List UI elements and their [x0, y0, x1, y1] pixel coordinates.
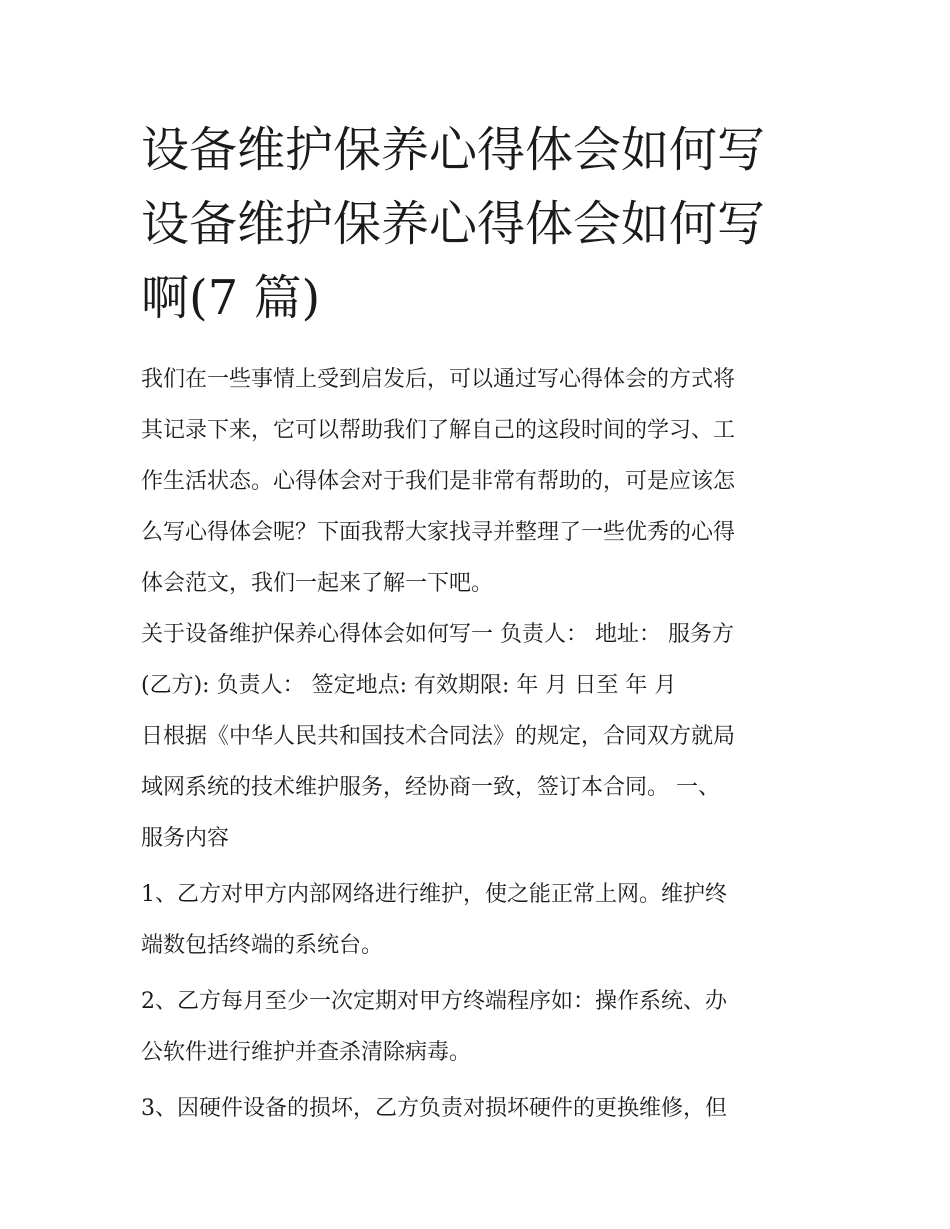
- text-line: 2、乙方每月至少一次定期对甲方终端程序如：操作系统、办: [141, 989, 727, 1014]
- text-line: 我们在一些事情上受到启发后，可以通过写心得体会的方式将: [141, 367, 736, 392]
- text-line: (乙方): 负责人： 签定地点: 有效期限: 年 月 日至 年 月: [141, 673, 677, 698]
- list-item-3: [141, 1083, 821, 1134]
- list-item-2: [141, 976, 821, 1078]
- text-line: 体会范文，我们一起来了解一下吧。: [141, 571, 494, 596]
- text-line: 公软件进行维护并查杀清除病毒。: [141, 1040, 472, 1065]
- document-title: [141, 113, 821, 335]
- text-line: 么写心得体会呢？下面我帮大家找寻并整理了一些优秀的心得: [141, 520, 736, 545]
- contract-paragraph: [141, 609, 821, 864]
- list-item-1: [141, 869, 821, 971]
- text-line: 域网系统的技术维护服务，经协商一致，签订本合同。 一、: [141, 775, 720, 800]
- text-line: 日根据《中华人民共和国技术合同法》的规定，合同双方就局: [141, 724, 736, 749]
- text-line: 服务内容: [141, 826, 230, 851]
- text-line: 1、乙方对甲方内部网络进行维护，使之能正常上网。维护终: [141, 882, 727, 907]
- document-body: [141, 354, 821, 1134]
- title-line: 设备维护保养心得体会如何写: [141, 122, 766, 178]
- text-line: 关于设备维护保养心得体会如何写一 负责人： 地址： 服务方: [141, 622, 734, 647]
- title-line: 啊(7 篇): [141, 270, 321, 326]
- text-line: 3、因硬件设备的损坏，乙方负责对损坏硬件的更换维修，但: [141, 1096, 727, 1121]
- title-line: 设备维护保养心得体会如何写: [141, 196, 766, 252]
- intro-paragraph: [141, 354, 821, 609]
- text-line: 其记录下来，它可以帮助我们了解自己的这段时间的学习、工: [141, 418, 736, 443]
- text-line: 端数包括终端的系统台。: [141, 933, 384, 958]
- text-line: 作生活状态。心得体会对于我们是非常有帮助的，可是应该怎: [141, 469, 736, 494]
